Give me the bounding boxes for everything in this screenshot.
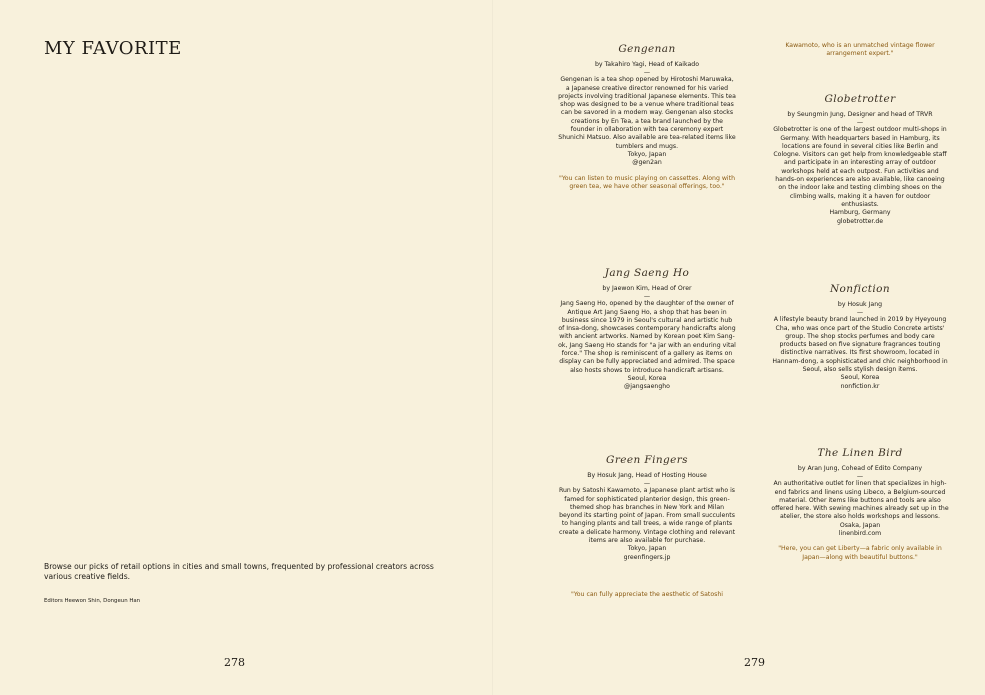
entry-nonfiction bbox=[771, 282, 949, 391]
entry-location: Seoul, Korea bbox=[627, 374, 667, 382]
entry-dash: — bbox=[643, 69, 651, 77]
entry-handle: @gen2an bbox=[632, 159, 662, 167]
entry-dash: — bbox=[643, 480, 651, 488]
entry-location: Tokyo, Japan bbox=[627, 150, 667, 158]
entry-body: Gengenan is a tea shop opened by Hirotoshi Maruwaka, a Japanese creative director renowned for his varied projects involving traditional Japanese elements. This tea shop was designed to be a venue where traditional teas can be savored in a modern way. Gengenan also stocks creations by En Tea, a tea brand launched by the founder in ollaboration with tea ceremony expert Shunichi Matsuo. Also available are tea-related items like tumblers and mugs. bbox=[558, 76, 736, 150]
entry-name: Nonfiction bbox=[829, 283, 891, 295]
entry-body: Run by Satoshi Kawamoto, a Japanese plant artist who is famed for sophisticated planterior design, this green-themed shop has branches in New York and Milan beyond its starting point of Japan. From small succulents to hanging plants and tall trees, a wide range of plants create a delicate harmony. Vintage clothing and relevant items are also available for purchase. bbox=[558, 487, 736, 545]
entry-dash: — bbox=[856, 119, 864, 127]
entry-name: The Linen Bird bbox=[817, 447, 903, 459]
intro-text: Browse our picks of retail options in cities and small towns, frequented by professional creators across various creative fields. bbox=[44, 562, 434, 581]
entry-body: Globetrotter is one of the largest outdoor multi-shops in Germany. With headquarters based in Hamburg, its locations are found in several cities like Berlin and Cologne. Visitors can get help from knowledgeable staff and participate in an interesting array of outdoor workshops held at each outpost. Fun activities and hands-on experiences are also available, like canoeing on the indoor lake and testing climbing shoes on the climbing walls, making it a haven for outdoor enthusiasts. bbox=[773, 126, 947, 208]
page-number-left: 278 bbox=[224, 656, 245, 669]
continued-quote: "You can fully appreciate the aesthetic of Satoshi bbox=[570, 591, 724, 598]
entry-byline: by Seungmin Jung, Designer and head of TRVR bbox=[787, 111, 933, 118]
entry-name: Gengenan bbox=[618, 43, 676, 55]
entry-location: Hamburg, Germany bbox=[829, 209, 891, 217]
entry-quote: "Here, you can get Liberty—a fabric only available in Japan—along with beautiful buttons." bbox=[778, 545, 942, 561]
entry-the-linen-bird bbox=[771, 446, 949, 562]
entry-name: Globetrotter bbox=[824, 93, 896, 105]
entry-dash: — bbox=[643, 293, 651, 301]
entry-location: Tokyo, Japan bbox=[627, 545, 667, 553]
entry-handle: nonfiction.kr bbox=[840, 382, 880, 390]
entry-byline: by Hosuk Jang bbox=[837, 301, 883, 308]
entry-location: Osaka, Japan bbox=[839, 521, 881, 529]
entry-name: Green Fingers bbox=[606, 454, 688, 466]
page-gutter bbox=[492, 0, 493, 695]
entry-body: Jang Saeng Ho, opened by the daughter of the owner of Antique Art Jang Saeng Ho, a shop that has been in business since 1979 in Seoul's cultural and artistic hub of Insa-dong, showcases contemporary handicrafts along with ancient artworks. Named by Korean poet Kim Sang-ok, Jang Saeng Ho stands for "a jar with an enduring vital force." The shop is reminiscent of a gallery as items on display can be fully appreciated and admired. The space also hosts shows to introduce handicraft artisans. bbox=[558, 300, 736, 374]
entry-byline: by Aran Jung, Cohead of Edito Company bbox=[797, 465, 923, 472]
entry-dash: — bbox=[856, 473, 864, 481]
entry-jang-saeng-ho bbox=[558, 266, 736, 392]
continued-quote-end: Kawamoto, who is an unmatched vintage flower arrangement expert." bbox=[785, 42, 935, 58]
entry-globetrotter bbox=[771, 92, 949, 226]
entry-handle: linenbird.com bbox=[838, 530, 882, 538]
entry-green-fingers bbox=[558, 453, 736, 562]
entry-quote: "You can listen to music playing on cassettes. Along with green tea, we have other seasonal offerings, too." bbox=[558, 174, 736, 190]
entry-location: Seoul, Korea bbox=[840, 374, 880, 382]
entry-gengenan bbox=[558, 42, 736, 191]
entry-handle: greenfingers.jp bbox=[623, 553, 671, 561]
page-number-right: 279 bbox=[744, 656, 765, 669]
entry-byline: by Jaewon Kim, Head of Orer bbox=[602, 285, 692, 292]
entry-handle: @jangsaengho bbox=[624, 383, 670, 391]
page-title: MY FAVORITE bbox=[44, 38, 182, 59]
entry-dash: — bbox=[856, 309, 864, 317]
entry-body: An authoritative outlet for linen that specializes in high-end fabrics and linens using Libeco, a Belgium-sourced material. Other items like buttons and tools are also offered here. With sewing machines already set up in the atelier, the store also holds workshops and lessons. bbox=[771, 480, 949, 521]
entry-name: Jang Saeng Ho bbox=[604, 267, 690, 279]
entry-byline: by Takahiro Yagi, Head of Kaikado bbox=[595, 61, 699, 68]
entry-body: A lifestyle beauty brand launched in 2019 by Hyeyoung Cha, who was once part of the Studio Concrete artists' group. The shop stocks perfumes and body care products based on five signature fragrances touting distinctive narratives. Its first showroom, located in Hannam-dong, a sophisticated and chic neighborhood in Seoul, also sells stylish design items. bbox=[772, 316, 948, 374]
entry-handle: globetrotter.de bbox=[836, 217, 884, 225]
entry-byline: By Hosuk Jang, Head of Hosting House bbox=[587, 472, 707, 479]
editors-credit: Editors Heewon Shin, Dongeun Han bbox=[44, 598, 141, 604]
